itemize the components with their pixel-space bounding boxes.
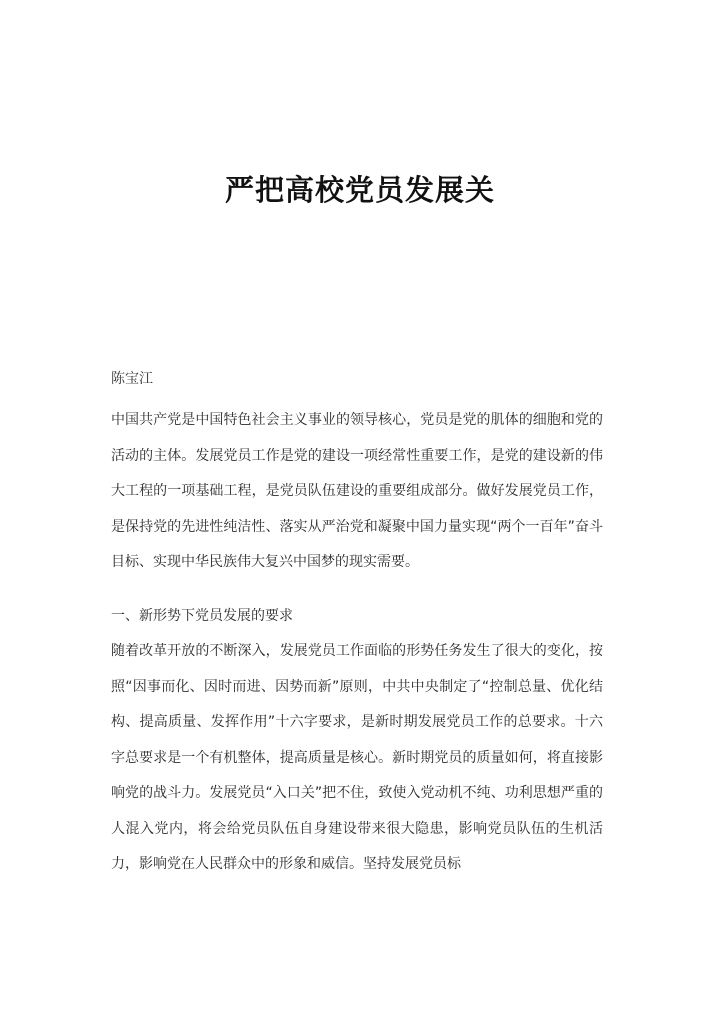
- section-heading: 一、新形势下党员发展的要求: [111, 608, 293, 624]
- document-title: 严把高校党员发展关: [224, 173, 495, 207]
- author-name: 陈宝江: [111, 371, 153, 387]
- paragraph-intro: 中国共产党是中国特色社会主义事业的领导核心，党员是党的肌体的细胞和党的活动的主体。发展党员工作是党的建设一项经常性重要工作，是党的建设新的伟大工程的一项基础工程，是党员队伍建设的重要组成部分。做好发展党员工作，是保持党的先进性纯洁性、落实从严治党和凝聚中国力量实现“两个一百年”奋斗目标、实现中华民族伟大复兴中国梦的现实需要。: [111, 412, 603, 570]
- paragraph-requirements: 随着改革开放的不断深入，发展党员工作面临的形势任务发生了很大的变化，按照“因事而化、因时而进、因势而新”原则，中共中央制定了“控制总量、优化结构、提高质量、发挥作用”十六字要求，是新时期发展党员工作的总要求。十六字总要求是一个有机整体，提高质量是核心。新时期党员的质量如何，将直接影响党的战斗力。发展党员“入口关”把不住，致使入党动机不纯、功利思想严重的人混入党内，将会给党员队伍自身建设带来很大隐患，影响党员队伍的生机活力，影响党在人民群众中的形象和威信。坚持发展党员标: [111, 643, 603, 872]
